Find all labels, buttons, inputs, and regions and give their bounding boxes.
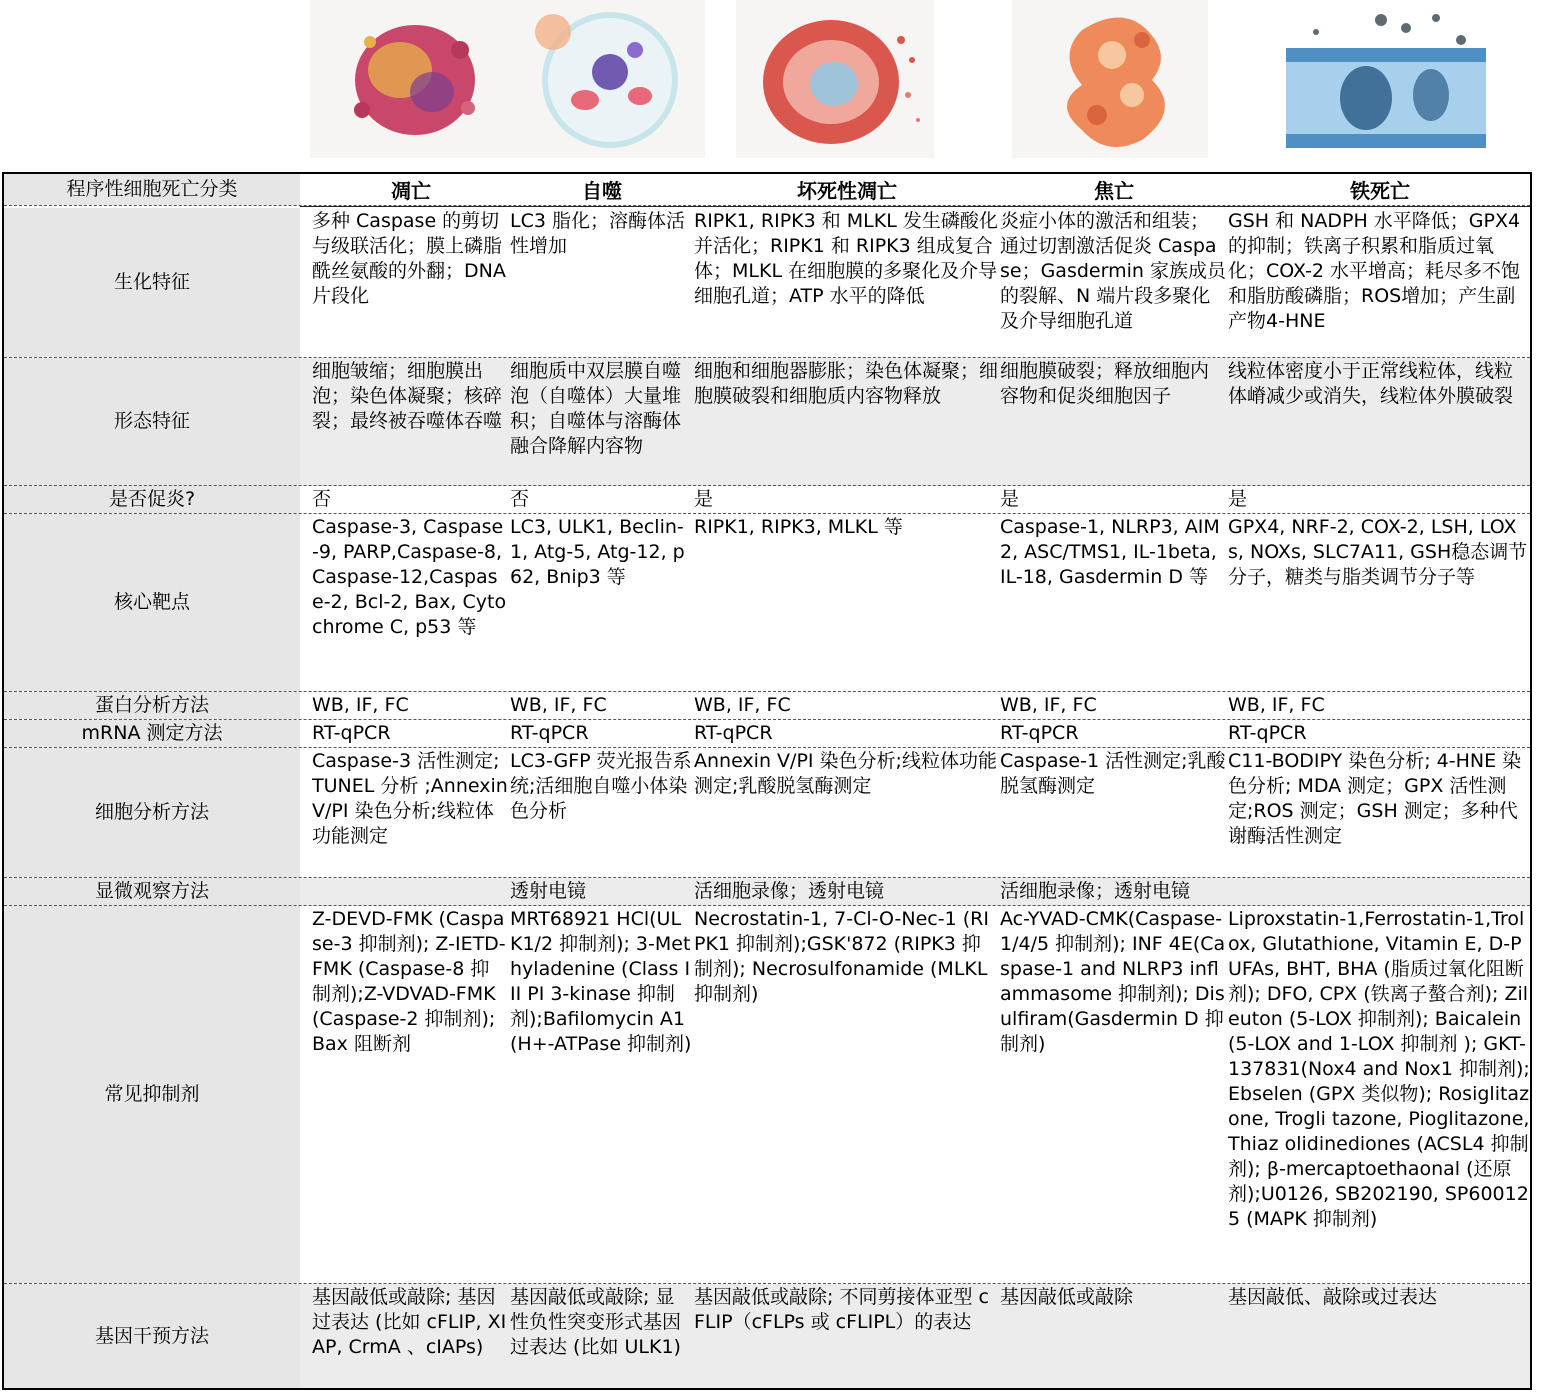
table-cell: Z-DEVD-FMK (Caspase-3 抑制剂); Z-IETD-FMK (Caspase-8 抑制剂);Z-VDVAD-FMK (Caspase-2 抑制剂);Bax 阻断剂: [312, 908, 506, 1055]
header-ferroptosis: 铁死亡: [1350, 179, 1410, 203]
table-cell: 透射电镜: [510, 880, 587, 902]
table-cell: Caspase-3, Caspase-9, PARP,Caspase-8, Caspase-12,Caspase-2, Bcl-2, Bax, Cytochrome C, p53 等: [312, 516, 507, 638]
row-label: 常见抑制剂: [4, 906, 300, 1283]
table-cell: 基因敲低、敲除或过表达: [1228, 1286, 1438, 1308]
table-row-inhibitors: [4, 906, 1530, 1284]
table-cell: RT-qPCR: [510, 722, 589, 744]
table-row-biochemical: [4, 208, 1530, 358]
table-row-microscopy: [4, 878, 1530, 906]
table-cell: 基因敲低或敲除; 基因过表达 (比如 cFLIP, XIAP, CrmA 、cIAPs): [312, 1286, 507, 1358]
table-cell: WB, IF, FC: [694, 694, 791, 716]
table-cell: 否: [312, 488, 332, 510]
table-cell: 细胞皱缩；细胞膜出泡；染色体凝聚；核碎裂；最终被吞噬体吞噬: [312, 360, 503, 432]
apoptosis-cell-image: [354, 25, 475, 135]
row-label: 核心靶点: [4, 514, 300, 691]
row-label: mRNA 测定方法: [4, 720, 300, 747]
row-label: 显微观察方法: [4, 878, 300, 905]
table-row-protein-analysis: [4, 692, 1530, 720]
header-apoptosis: 凋亡: [391, 179, 431, 203]
necroptosis-cell-image: [736, 0, 934, 158]
row-label: 细胞分析方法: [4, 748, 300, 877]
table-cell: 活细胞录像；透射电镜: [1000, 880, 1191, 902]
table-cell: Liproxstatin-1,Ferrostatin-1,Trolox, Glutathione, Vitamin E, D-PUFAs, BHT, BHA (脂质过氧化阻断剂); DFO, CPX (铁离子螯合剂); Zileuton (5-LOX 抑制剂); Baicalein (5-LOX and 1-LOX 抑制剂 ); GKT-137831(Nox4 and Nox1 抑制剂);Ebselen (GPX 类似物); Rosiglitazone, Trogli tazone, Pioglitazone, Thiaz olidinediones (ACSL4 抑制剂); β-mercaptoethaonal (还原剂);U0126, SB202190, SP600125 (MAPK 抑制剂): [1228, 908, 1530, 1230]
table-cell: 炎症小体的激活和组装；通过切割激活促炎 Caspase；Gasdermin 家族成员的裂解、N 端片段多聚化及介导细胞孔道: [1000, 210, 1226, 332]
pyroptosis-cell-image: [1012, 0, 1208, 158]
table-cell: WB, IF, FC: [1000, 694, 1097, 716]
ferroptosis-membrane-image: [1286, 0, 1486, 158]
cell-death-image-strip: [0, 0, 1564, 172]
header-autophagy: 自噬: [582, 179, 622, 203]
row-label: 基因干预方法: [4, 1284, 300, 1388]
table-cell: 基因敲低或敲除; 不同剪接体亚型 cFLIP（cFLPs 或 cFLIPL）的表达: [694, 1286, 989, 1333]
table-cell: RIPK1, RIPK3 和 MLKL 发生磷酸化并活化；RIPK1 和 RIPK3 组成复合体；MLKL 在细胞膜的多聚化及介导细胞孔道；ATP 水平的降低: [694, 210, 998, 307]
table-cell: RT-qPCR: [1228, 722, 1307, 744]
table-row-cell-analysis: [4, 748, 1530, 878]
table-cell: GSH 和 NADPH 水平降低；GPX4 的抑制；铁离子积累和脂质过氧化；COX-2 水平增高；耗尽多不饱和脂肪酸磷脂；ROS增加；产生副产物4-HNE: [1228, 210, 1521, 332]
table-row-core-targets: [4, 514, 1530, 692]
table-cell: WB, IF, FC: [510, 694, 607, 716]
table-cell: GPX4, NRF-2, COX-2, LSH, LOXs, NOXs, SLC7A11, GSH稳态调节分子，糖类与脂类调节分子等: [1228, 516, 1528, 588]
table-cell: 否: [510, 488, 530, 510]
table-cell: Annexin V/PI 染色分析;线粒体功能测定;乳酸脱氢酶测定: [694, 750, 997, 797]
row-label: 形态特征: [4, 358, 300, 485]
row-label: 蛋白分析方法: [4, 692, 300, 719]
table-cell: WB, IF, FC: [1228, 694, 1325, 716]
table-cell: LC3, ULK1, Beclin-1, Atg-5, Atg-12, p62, Bnip3 等: [510, 516, 685, 588]
table-cell: Caspase-1 活性测定;乳酸脱氢酶测定: [1000, 750, 1226, 797]
table-cell: Ac-YVAD-CMK(Caspase-1/4/5 抑制剂); INF 4E(Caspase-1 and NLRP3 inflammasome 抑制剂); Disulfiram(Gasdermin D 抑制剂): [1000, 908, 1226, 1055]
table-cell: 是: [1228, 488, 1248, 510]
table-header-row: [4, 174, 1530, 206]
table-cell: 基因敲低或敲除; 显性负性突变形式基因过表达 (比如 ULK1): [510, 1286, 682, 1358]
table-cell: C11-BODIPY 染色分析; 4-HNE 染色分析; MDA 测定；GPX 活性测定;ROS 测定；GSH 测定；多种代谢酶活性测定: [1228, 750, 1522, 847]
table-cell: WB, IF, FC: [312, 694, 409, 716]
table-cell: RT-qPCR: [312, 722, 391, 744]
table-cell: 基因敲低或敲除: [1000, 1286, 1134, 1308]
pyroptosis-image-tile: [1012, 0, 1208, 158]
header-classification-label: 程序性细胞死亡分类: [4, 174, 300, 205]
table-cell: RT-qPCR: [694, 722, 773, 744]
table-cell: 是: [1000, 488, 1020, 510]
table-cell: 是: [694, 488, 714, 510]
table-cell: RIPK1, RIPK3, MLKL 等: [694, 516, 903, 538]
table-row-proinflammatory: [4, 486, 1530, 514]
row-label: 是否促炎?: [4, 486, 300, 513]
table-cell: 活细胞录像；透射电镜: [694, 880, 885, 902]
table-cell: LC3-GFP 荧光报告系统;活细胞自噬小体染色分析: [510, 750, 692, 822]
table-row-morphological: [4, 358, 1530, 486]
apoptosis-autophagy-image-tile: [310, 0, 705, 158]
necroptosis-image-tile: [736, 0, 934, 158]
table-cell: Caspase-3 活性测定;TUNEL 分析 ;Annexin V/PI 染色分析;线粒体功能测定: [312, 750, 508, 847]
programmed-cell-death-table: [2, 172, 1532, 1390]
header-necroptosis: 坏死性凋亡: [797, 179, 897, 203]
table-cell: RT-qPCR: [1000, 722, 1079, 744]
table-cell: Caspase-1, NLRP3, AIM2, ASC/TMS1, IL-1beta, IL-18, Gasdermin D 等: [1000, 516, 1220, 588]
row-label: 生化特征: [4, 208, 300, 357]
table-cell: MRT68921 HCl(ULK1/2 抑制剂); 3-Methyladenine (Class III PI 3-kinase 抑制剂);Bafilomycin A1(H+-ATPase 抑制剂): [510, 908, 692, 1055]
autophagy-cell-image: [535, 12, 678, 148]
ferroptosis-image-tile: [1286, 0, 1486, 158]
table-cell: [312, 878, 510, 905]
table-cell: Necrostatin-1, 7-Cl-O-Nec-1 (RIPK1 抑制剂);GSK'872 (RIPK3 抑制剂); Necrosulfonamide (MLKL 抑制剂): [694, 908, 989, 1005]
table-cell: 细胞质中双层膜自噬泡（自噬体）大量堆积；自噬体与溶酶体融合降解内容物: [510, 360, 682, 457]
table-row-mrna-assay: [4, 720, 1530, 748]
table-cell: 多种 Caspase 的剪切与级联活化；膜上磷脂酰丝氨酸的外翻；DNA 片段化: [312, 210, 506, 307]
table-cell: 细胞和细胞器膨胀；染色体凝聚；细胞膜破裂和细胞质内容物释放: [694, 360, 999, 407]
table-cell: LC3 脂化；溶酶体活性增加: [510, 210, 685, 257]
table-cell: 细胞膜破裂；释放细胞内容物和促炎细胞因子: [1000, 360, 1210, 407]
apoptosis-autophagy-illustration: [310, 0, 705, 158]
table-cell: [1228, 878, 1532, 905]
table-cell: 线粒体密度小于正常线粒体，线粒体嵴减少或消失，线粒体外膜破裂: [1228, 360, 1514, 407]
table-row-gene-intervention: [4, 1284, 1530, 1388]
header-pyroptosis: 焦亡: [1094, 179, 1134, 203]
header-separator: [300, 206, 1530, 207]
